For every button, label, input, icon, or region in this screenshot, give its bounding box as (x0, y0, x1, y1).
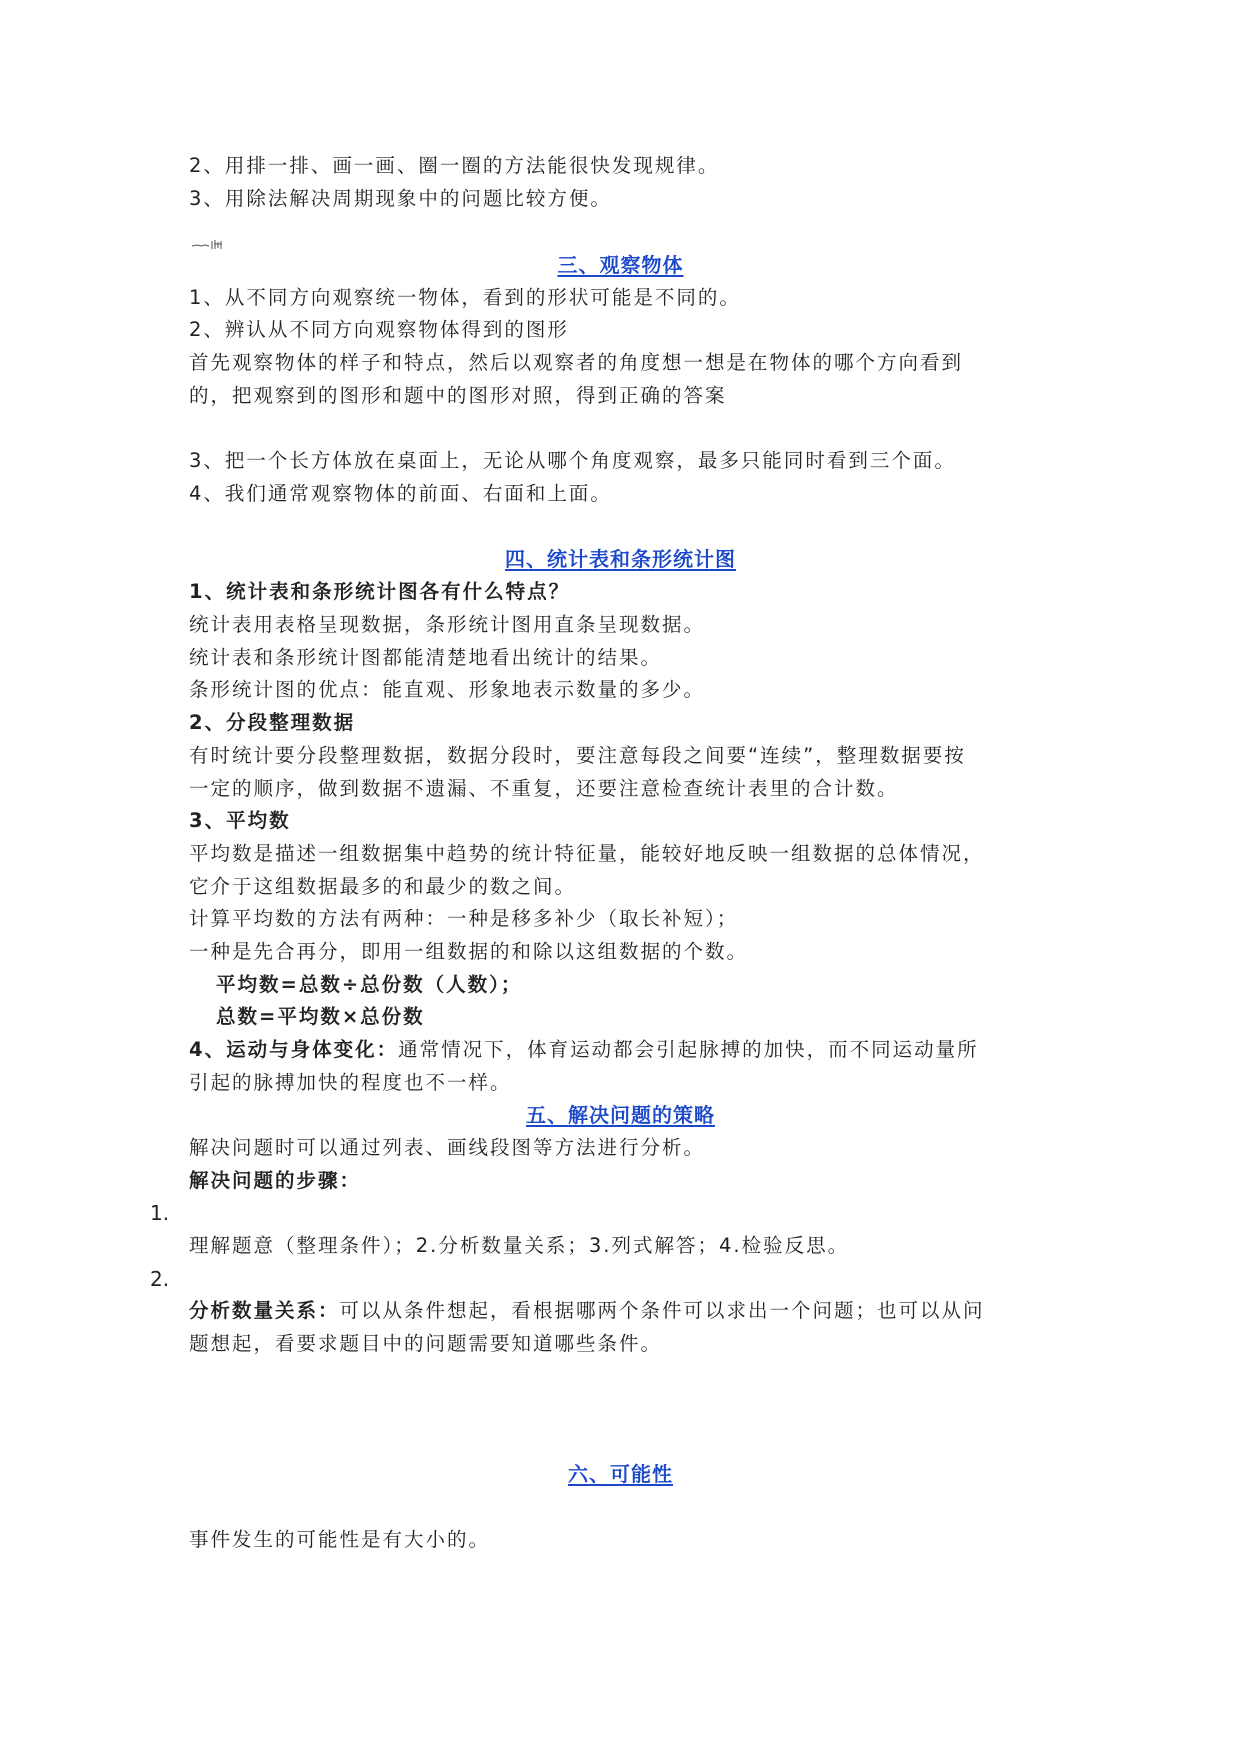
text-line: 它介于这组数据最多的和最少的数之间。 (189, 875, 577, 898)
subheading: 1、统计表和条形统计图各有什么特点？ (189, 580, 571, 603)
subheading: 2、分段整理数据 (189, 711, 356, 734)
list-number: 2. (150, 1267, 170, 1291)
text-line: 解决问题时可以通过列表、画线段图等方法进行分析。 (189, 1136, 706, 1159)
text-line (189, 1037, 979, 1063)
text-line: 4、我们通常观察物体的前面、右面和上面。 (189, 482, 612, 505)
text-line: 1、从不同方向观察统一物体，看到的形状可能是不同的。 (189, 286, 741, 309)
subheading: 4、运动与身体变化： (189, 1038, 399, 1061)
text-line: 引起的脉搏加快的程度也不一样。 (189, 1071, 512, 1094)
text-line: 2、用排一排、画一画、圈一圈的方法能很快发现规律。 (189, 154, 720, 177)
text-line: 统计表和条形统计图都能清楚地看出统计的结果。 (189, 646, 663, 669)
subheading: 分析数量关系： (189, 1299, 340, 1322)
text-span: 可以从条件想起，看根据哪两个条件可以求出一个问题；也可以从问 (339, 1299, 985, 1322)
text-line: 题想起，看要求题目中的问题需要知道哪些条件。 (189, 1332, 663, 1355)
text-line: 2、辨认从不同方向观察物体得到的图形 (189, 318, 569, 341)
text-span: 通常情况下，体育运动都会引起脉搏的加快，而不同运动量所 (398, 1038, 979, 1061)
text-line: 3、用除法解决周期现象中的问题比较方便。 (189, 187, 612, 210)
formula: 平均数=总数÷总份数（人数）； (216, 973, 523, 996)
text-line: 首先观察物体的样子和特点，然后以观察者的角度想一想是在物体的哪个方向看到 (189, 351, 964, 374)
subheading: 3、平均数 (189, 809, 291, 832)
text-line: 一定的顺序，做到数据不遗漏、不重复，还要注意检查统计表里的合计数。 (189, 777, 899, 800)
list-number: 1. (150, 1201, 170, 1225)
section-heading[interactable]: 五、解决问题的策略 (526, 1103, 715, 1127)
text-line: 统计表用表格呈现数据，条形统计图用直条呈现数据。 (189, 613, 706, 636)
scan-mark-icon (191, 238, 225, 250)
subheading: 解决问题的步骤： (189, 1169, 362, 1192)
text-line: 条形统计图的优点：能直观、形象地表示数量的多少。 (189, 678, 706, 701)
text-line: 计算平均数的方法有两种：一种是移多补少（取长补短）； (189, 907, 739, 930)
formula: 总数=平均数×总份数 (216, 1005, 425, 1028)
text-line: 的，把观察到的图形和题中的图形对照，得到正确的答案 (189, 384, 727, 407)
text-line: 3、把一个长方体放在桌面上，无论从哪个角度观察，最多只能同时看到三个面。 (189, 449, 956, 472)
section-heading[interactable]: 六、可能性 (568, 1462, 673, 1486)
text-line (189, 1298, 985, 1324)
section-heading[interactable]: 三、观察物体 (557, 253, 684, 277)
text-line: 有时统计要分段整理数据，数据分段时，要注意每段之间要“连续”，整理数据要按 (189, 744, 966, 767)
section-heading[interactable]: 四、统计表和条形统计图 (505, 547, 736, 571)
text-line: 理解题意（整理条件）；2.分析数量关系；3.列式解答；4.检验反思。 (189, 1234, 850, 1257)
text-line: 事件发生的可能性是有大小的。 (189, 1528, 491, 1551)
text-line: 一种是先合再分，即用一组数据的和除以这组数据的个数。 (189, 940, 749, 963)
text-line: 平均数是描述一组数据集中趋势的统计特征量，能较好地反映一组数据的总体情况， (189, 842, 985, 865)
